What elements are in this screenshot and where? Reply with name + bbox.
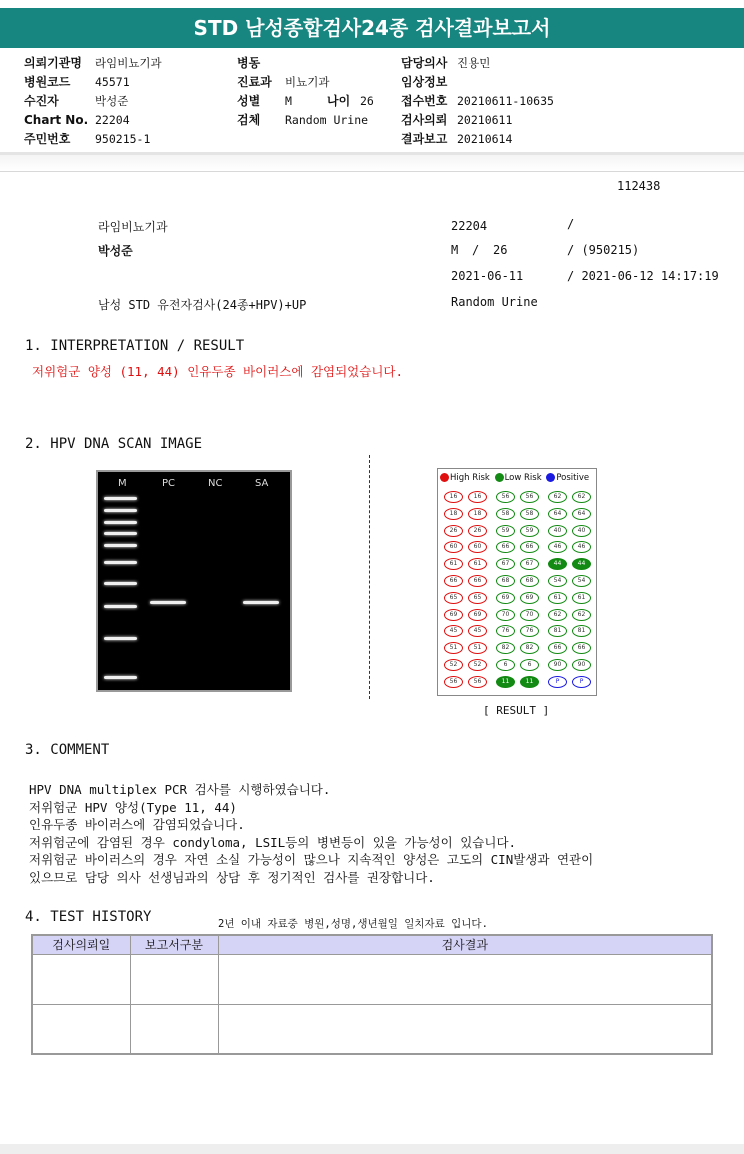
history-header-request-date: 검사의뢰일 — [32, 935, 130, 954]
label-doctor: 담당의사 — [401, 56, 448, 70]
result-caption: [ RESULT ] — [483, 704, 550, 717]
comment-line: 저위험군 바이러스의 경우 자연 소실 가능성이 많으나 지속적인 양성은 고도의 CIN발생과 연관이 — [29, 852, 594, 867]
well-56: 56 — [444, 676, 463, 688]
well-16: 16 — [444, 491, 463, 503]
gel-lane-label-nc: NC — [208, 478, 223, 489]
history-table — [31, 934, 713, 1055]
well-69: 69 — [496, 592, 515, 604]
section-interpretation-title: 1. INTERPRETATION / RESULT — [25, 338, 245, 354]
well-90: 90 — [548, 659, 567, 671]
well-82: 82 — [496, 642, 515, 654]
label-ward: 병동 — [237, 56, 261, 70]
summary-chart: 22204 — [451, 219, 488, 233]
value-specimen: Random Urine — [285, 113, 369, 127]
low-risk-dot-icon — [495, 473, 504, 482]
comment-line: 있으므로 담당 의사 선생님과의 상담 후 정기적인 검사를 권장합니다. — [29, 869, 435, 885]
well-46: 46 — [548, 541, 567, 553]
label-clinical-info: 임상정보 — [401, 75, 448, 89]
summary-date-reported: / 2021-06-12 14:17:19 — [567, 269, 719, 283]
info-column-3 — [401, 54, 554, 149]
well-69: 69 — [520, 592, 539, 604]
high-risk-dot-icon — [440, 473, 449, 482]
comment-line: 저위험군에 감염된 경우 condyloma, LSIL등의 병변등이 있을 가능성이 있습니다. — [29, 834, 517, 850]
well-64: 64 — [548, 508, 567, 520]
well-76: 76 — [496, 625, 515, 637]
comment-body — [29, 781, 593, 886]
well-44: 44 — [572, 558, 591, 570]
gel-lane-label-pc: PC — [162, 478, 176, 489]
well-45: 45 — [468, 625, 487, 637]
well-56: 56 — [520, 491, 539, 503]
value-chart-no: 22204 — [95, 113, 130, 127]
well-66: 66 — [520, 541, 539, 553]
value-doctor: 진용민 — [457, 56, 491, 70]
history-note: 2년 이내 자료중 병원,성명,생년월일 일치자료 입니다. — [218, 918, 488, 930]
legend-high-risk: High Risk — [450, 473, 490, 483]
well-11: 11 — [520, 676, 539, 688]
history-header-result: 검사결과 — [218, 935, 712, 954]
gel-lane-label-sa: SA — [255, 478, 269, 489]
board-legend — [440, 473, 589, 483]
label-report-date: 결과보고 — [401, 132, 448, 146]
label-patient: 수진자 — [24, 94, 59, 108]
well-26: 26 — [468, 525, 487, 537]
header-divider — [0, 152, 744, 172]
well-62: 62 — [572, 491, 591, 503]
label-age: 나이 — [327, 94, 351, 108]
summary-code: 112438 — [617, 179, 661, 193]
info-column-1 — [24, 54, 162, 149]
history-header-report-type: 보고서구분 — [130, 935, 218, 954]
summary-test: 남성 STD 유전자검사(24종+HPV)+UP — [98, 298, 307, 312]
well-66: 66 — [468, 575, 487, 587]
well-70: 70 — [496, 609, 515, 621]
footer-bar — [0, 1144, 744, 1154]
value-report-date: 20210614 — [457, 132, 513, 146]
well-70: 70 — [520, 609, 539, 621]
info-column-2 — [237, 54, 374, 130]
summary-patient: 박성준 — [98, 244, 133, 258]
well-81: 81 — [548, 625, 567, 637]
well-46: 46 — [572, 541, 591, 553]
section-history-title: 4. TEST HISTORY — [25, 909, 152, 925]
well-60: 60 — [444, 541, 463, 553]
hpv-result-board — [437, 468, 597, 696]
well-67: 67 — [520, 558, 539, 570]
comment-line: 저위험군 HPV 양성(Type 11, 44) — [29, 799, 237, 815]
well-44: 44 — [548, 558, 567, 570]
table-row — [32, 1004, 712, 1054]
well-40: 40 — [572, 525, 591, 537]
section-scan-title: 2. HPV DNA SCAN IMAGE — [25, 436, 203, 452]
well-61: 61 — [572, 592, 591, 604]
well-68: 68 — [496, 575, 515, 587]
label-receipt-no: 접수번호 — [401, 94, 448, 108]
value-requester: 라임비뇨기과 — [95, 56, 162, 70]
well-6: 6 — [520, 659, 539, 671]
well-61: 61 — [548, 592, 567, 604]
well-69: 69 — [444, 609, 463, 621]
summary-sex-slash: / — [472, 243, 480, 257]
well-66: 66 — [444, 575, 463, 587]
ladder-band — [104, 521, 137, 524]
well-52: 52 — [468, 659, 487, 671]
value-resident-no: 950215-1 — [95, 132, 151, 146]
summary-date-received: 2021-06-11 — [451, 269, 524, 283]
ladder-band — [104, 561, 137, 564]
well-60: 60 — [468, 541, 487, 553]
well-65: 65 — [444, 592, 463, 604]
well-67: 67 — [496, 558, 515, 570]
well-51: 51 — [468, 642, 487, 654]
ladder-band — [104, 605, 137, 608]
well-90: 90 — [572, 659, 591, 671]
section-comment-title: 3. COMMENT — [25, 742, 110, 758]
value-request-date: 20210611 — [457, 113, 513, 127]
value-hospital-code: 45571 — [95, 75, 130, 89]
well-61: 61 — [468, 558, 487, 570]
summary-specimen: Random Urine — [451, 295, 538, 309]
label-request-date: 검사의뢰 — [401, 113, 448, 127]
well-76: 76 — [520, 625, 539, 637]
image-separator — [369, 455, 370, 699]
label-department: 진료과 — [237, 75, 272, 89]
legend-low-risk: Low Risk — [504, 473, 542, 483]
sa-band — [243, 601, 279, 604]
well-69: 69 — [468, 609, 487, 621]
summary-slash: / — [567, 217, 575, 231]
well-62: 62 — [572, 609, 591, 621]
legend-positive: Positive — [556, 473, 590, 483]
value-department: 비뇨기과 — [285, 75, 330, 89]
ladder-band — [104, 497, 137, 500]
well-51: 51 — [444, 642, 463, 654]
ladder-band — [104, 676, 137, 679]
well-68: 68 — [520, 575, 539, 587]
well-54: 54 — [572, 575, 591, 587]
summary-sex: M — [451, 243, 459, 257]
well-40: 40 — [548, 525, 567, 537]
label-resident-no: 주민번호 — [24, 132, 71, 146]
label-requester: 의뢰기관명 — [24, 56, 82, 70]
table-row — [32, 954, 712, 1004]
well-59: 59 — [496, 525, 515, 537]
history-header-row — [32, 935, 712, 954]
well-59: 59 — [520, 525, 539, 537]
ladder-band — [104, 637, 137, 640]
well-62: 62 — [548, 491, 567, 503]
gel-electrophoresis-image — [96, 470, 292, 692]
ladder-band — [104, 582, 137, 585]
well-6: 6 — [496, 659, 515, 671]
well-66: 66 — [572, 642, 591, 654]
label-chart-no: Chart No. — [24, 113, 89, 127]
value-receipt-no: 20210611-10635 — [457, 94, 554, 108]
well-26: 26 — [444, 525, 463, 537]
well-62: 62 — [548, 609, 567, 621]
label-hospital-code: 병원코드 — [24, 75, 71, 89]
value-age: 26 — [360, 94, 374, 108]
summary-clinic: 라임비뇨기과 — [98, 220, 168, 234]
well-58: 58 — [496, 508, 515, 520]
comment-line: 인유두종 바이러스에 감염되었습니다. — [29, 817, 245, 832]
ladder-band — [104, 544, 137, 547]
well-56: 56 — [496, 491, 515, 503]
well-11: 11 — [496, 676, 515, 688]
value-sex: M — [285, 94, 292, 108]
label-sex: 성별 — [237, 94, 261, 108]
well-18: 18 — [468, 508, 487, 520]
ladder-band — [104, 532, 137, 535]
comment-line: HPV DNA multiplex PCR 검사를 시행하였습니다. — [29, 782, 331, 797]
well-64: 64 — [572, 508, 591, 520]
pc-band — [150, 601, 186, 604]
well-61: 61 — [444, 558, 463, 570]
report-title: STD 남성종합검사24종 검사결과보고서 — [0, 8, 744, 48]
well-52: 52 — [444, 659, 463, 671]
well-82: 82 — [520, 642, 539, 654]
gel-lane-label-m: M — [118, 478, 127, 489]
interpretation-result: 저위험군 양성 (11, 44) 인유두종 바이러스에 감염되었습니다. — [32, 364, 404, 379]
well-81: 81 — [572, 625, 591, 637]
well-56: 56 — [468, 676, 487, 688]
label-specimen: 검체 — [237, 113, 261, 127]
summary-age: 26 — [493, 243, 508, 257]
well-58: 58 — [520, 508, 539, 520]
well-45: 45 — [444, 625, 463, 637]
well-54: 54 — [548, 575, 567, 587]
well-66: 66 — [548, 642, 567, 654]
well-18: 18 — [444, 508, 463, 520]
ladder-band — [104, 509, 137, 512]
well-65: 65 — [468, 592, 487, 604]
positive-dot-icon — [546, 473, 555, 482]
well-P: P — [548, 676, 567, 688]
value-patient: 박성준 — [95, 94, 129, 108]
summary-birth: / (950215) — [567, 243, 640, 257]
well-P: P — [572, 676, 591, 688]
well-66: 66 — [496, 541, 515, 553]
well-16: 16 — [468, 491, 487, 503]
